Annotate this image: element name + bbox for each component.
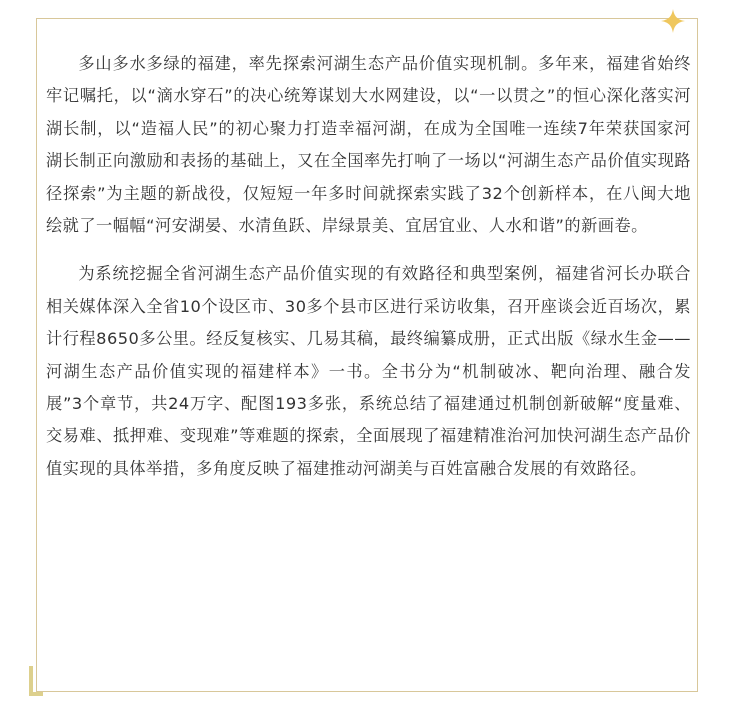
paragraph-intro: 多山多水多绿的福建，率先探索河湖生态产品价值实现机制。多年来，福建省始终牢记嘱托，以“滴水穿石”的决心统筹谋划大水网建设，以“一以贯之”的恒心深化落实河湖长制，以“造福人民”的初心聚力打造幸福河湖，在成为全国唯一连续7年荣获国家河湖长制正向激励和表扬的基础上，又在全国率先打响了一场以“河湖生态产品价值实现路径探索”为主题的新战役，仅短短一年多时间就探索实践了32个创新样本，在八闽大地绘就了一幅幅“河安湖晏、水清鱼跃、岸绿景美、宜居宜业、人水和谐”的新画卷。	[46, 54, 691, 236]
corner-bracket-decoration	[29, 666, 43, 696]
paragraph-book-publication: 为系统挖掘全省河湖生态产品价值实现的有效路径和典型案例，福建省河长办联合相关媒体深入全省10个设区市、30多个县市区进行采访收集，召开座谈会近百场次，累计行程8650多公里。经反复核实、几易其稿，最终编纂成册，正式出版《绿水生金——河湖生态产品价值实现的福建样本》一书。全书分为“机制破冰、靶向治理、融合发展”3个章节，共24万字、配图193多张，系统总结了福建通过机制创新破解“度量难、交易难、抵押难、变现难”等难题的探索，全面展现了福建精准治河加快河湖生态产品价值实现的具体举措，多角度反映了福建推动河湖美与百姓富融合发展的有效路径。	[46, 264, 691, 478]
sparkle-star-icon	[660, 8, 686, 34]
article-body	[46, 48, 691, 485]
